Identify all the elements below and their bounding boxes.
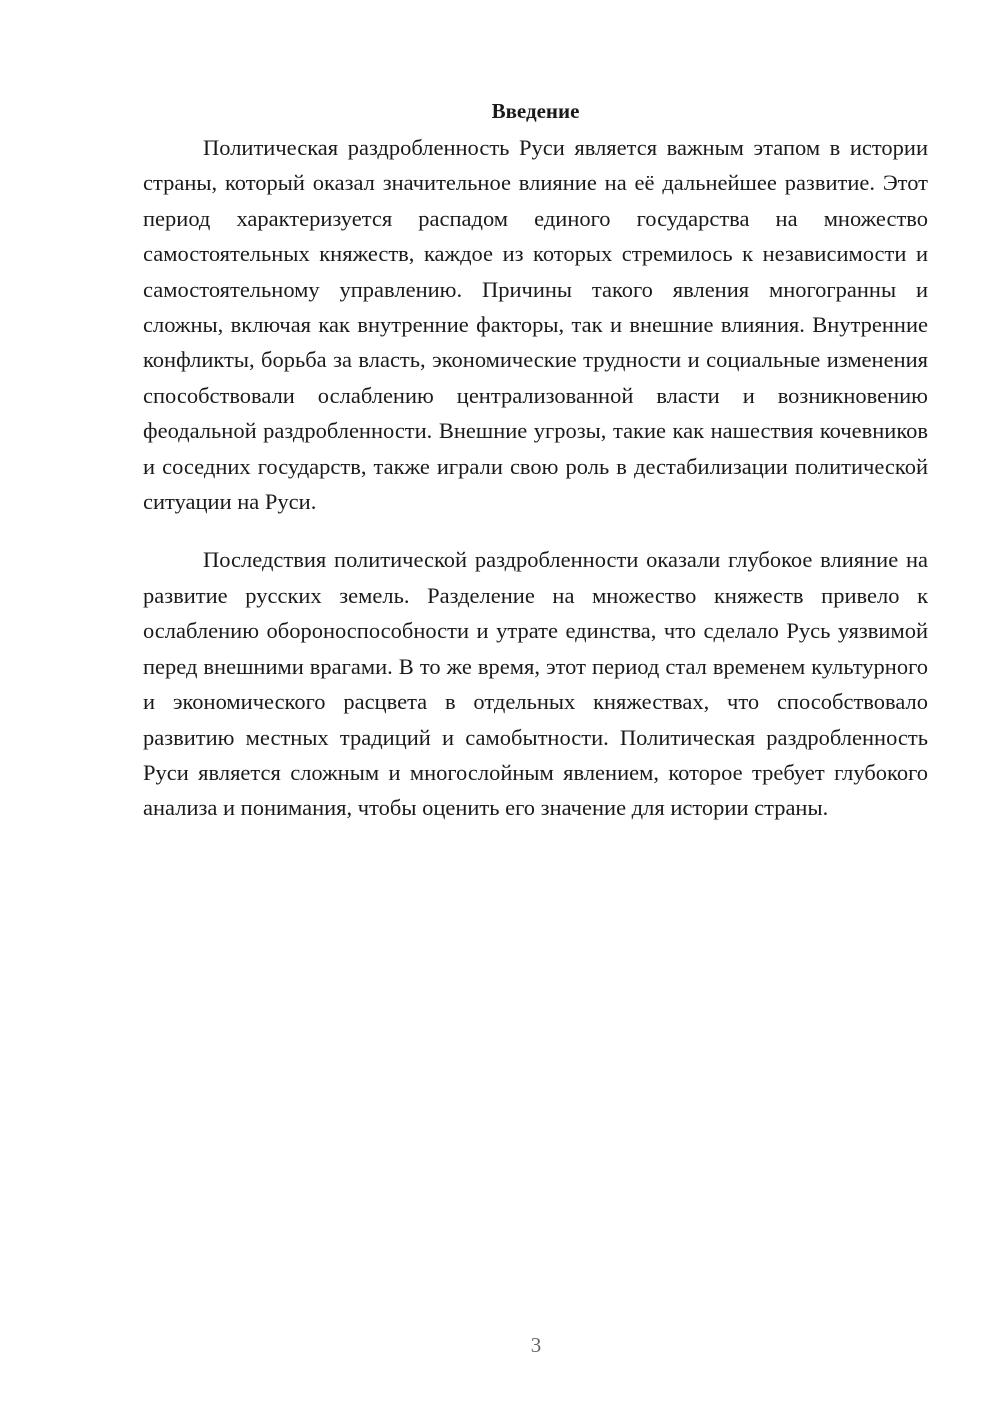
page-number: 3	[530, 1333, 542, 1357]
paragraph-causes: Политическая раздробленность Руси является важным этапом в истории страны, который оказал значительное влияние на её дальнейшее развитие. Этот период характеризуется распадом единого государства на множество самостоятельных княжеств, каждое из которых стремилось к независимости и самостоятельному управлению. Причины такого явления многогранны и сложны, включая как внутренние факторы, так и внешние влияния. Внутренние конфликты, борьба за власть, экономические трудности и социальные изменения способствовали ослаблению централизованной власти и возникновению феодальной раздробленности. Внешние угрозы, такие как нашествия кочевников и соседних государств, также играли свою роль в дестабилизации политической ситуации на Руси.	[143, 135, 928, 515]
page-content	[143, 94, 928, 826]
section-title: Введение	[491, 99, 580, 123]
paragraph-consequences: Последствия политической раздробленности оказали глубокое влияние на развитие русских земель. Разделение на множество княжеств привело к ослаблению обороноспособности и утрате единства, что сделало Русь уязвимой перед внешними врагами. В то же время, этот период стал временем культурного и экономического расцвета в отдельных княжествах, что способствовало развитию местных традиций и самобытности. Политическая раздробленность Руси является сложным и многослойным явлением, которое требует глубокого анализа и понимания, чтобы оценить его значение для истории страны.	[143, 547, 928, 821]
